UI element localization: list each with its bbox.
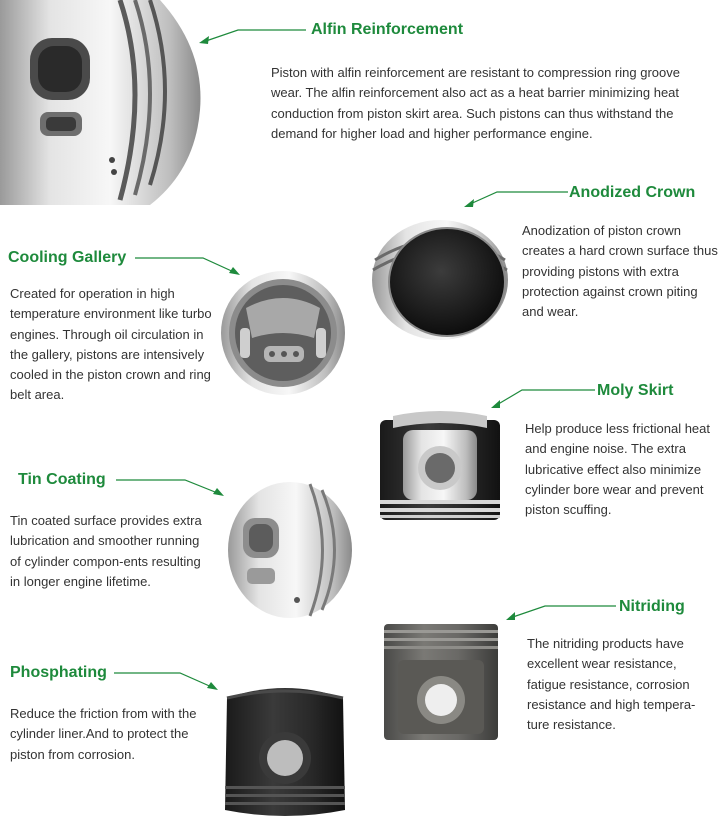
- nitriding-heading: Nitriding: [619, 598, 685, 615]
- cooling-heading: Cooling Gallery: [8, 249, 127, 266]
- phosphating-description: Reduce the friction from with the cylinder liner.And to protect the piston from corrosion.: [10, 706, 197, 762]
- nitriding-leader-line: [510, 606, 616, 618]
- nitriding-arrow-icon: [506, 612, 515, 620]
- phosphating-heading: Phosphating: [10, 664, 107, 681]
- tin-coating-heading: Tin Coating: [18, 471, 106, 488]
- cooling-description: Created for operation in high temperature environment like turbo engines. Through oil circulation in the gallery, pistons are intensively cooled in the piston crown and ring belt area.: [10, 286, 212, 403]
- moly-heading: Moly Skirt: [597, 382, 674, 399]
- phosphating-piston-image: [215, 682, 355, 822]
- alfin-leader-line: [203, 30, 306, 42]
- cooling-gallery-piston-image: [218, 268, 348, 398]
- tin-coating-arrow-icon: [213, 488, 224, 496]
- tin-coating-leader-line: [116, 480, 220, 494]
- moly-leader-line: [495, 390, 595, 406]
- alfin-heading: Alfin Reinforcement: [311, 21, 464, 38]
- alfin-description: Piston with alfin reinforcement are resistant to compression ring groove wear. The alfin reinforcement also act as a heat barrier minimizing heat conduction from piston skirt area. Such pistons can thus withstand the demand for higher load and higher performance engine.: [271, 65, 680, 141]
- anodized-crown-piston-image: [365, 200, 515, 345]
- moly-arrow-icon: [491, 400, 500, 408]
- moly-description: Help produce less frictional heat and engine noise. The extra lubricative effect also minimize cylinder bore wear and prevent piston scuffing.: [525, 421, 710, 518]
- tin-coating-piston-image: [225, 480, 355, 620]
- nitriding-piston-image: [382, 620, 500, 745]
- moly-skirt-piston-image: [375, 408, 505, 528]
- tin-coating-description: Tin coated surface provides extra lubrication and smoother running of cylinder compon-ents resulting in longer engine lifetime.: [10, 513, 202, 589]
- alfin-piston-image: [0, 0, 205, 205]
- phosphating-leader-line: [114, 673, 214, 688]
- anodized-description: Anodization of piston crown creates a hard crown surface thus providing pistons with extra protection against crown piting and wear.: [522, 223, 718, 320]
- anodized-heading: Anodized Crown: [569, 184, 696, 201]
- nitriding-description: The nitriding products have excellent wear resistance, fatigue resistance, corrosion resistance and high tempera-ture resistance.: [527, 636, 696, 733]
